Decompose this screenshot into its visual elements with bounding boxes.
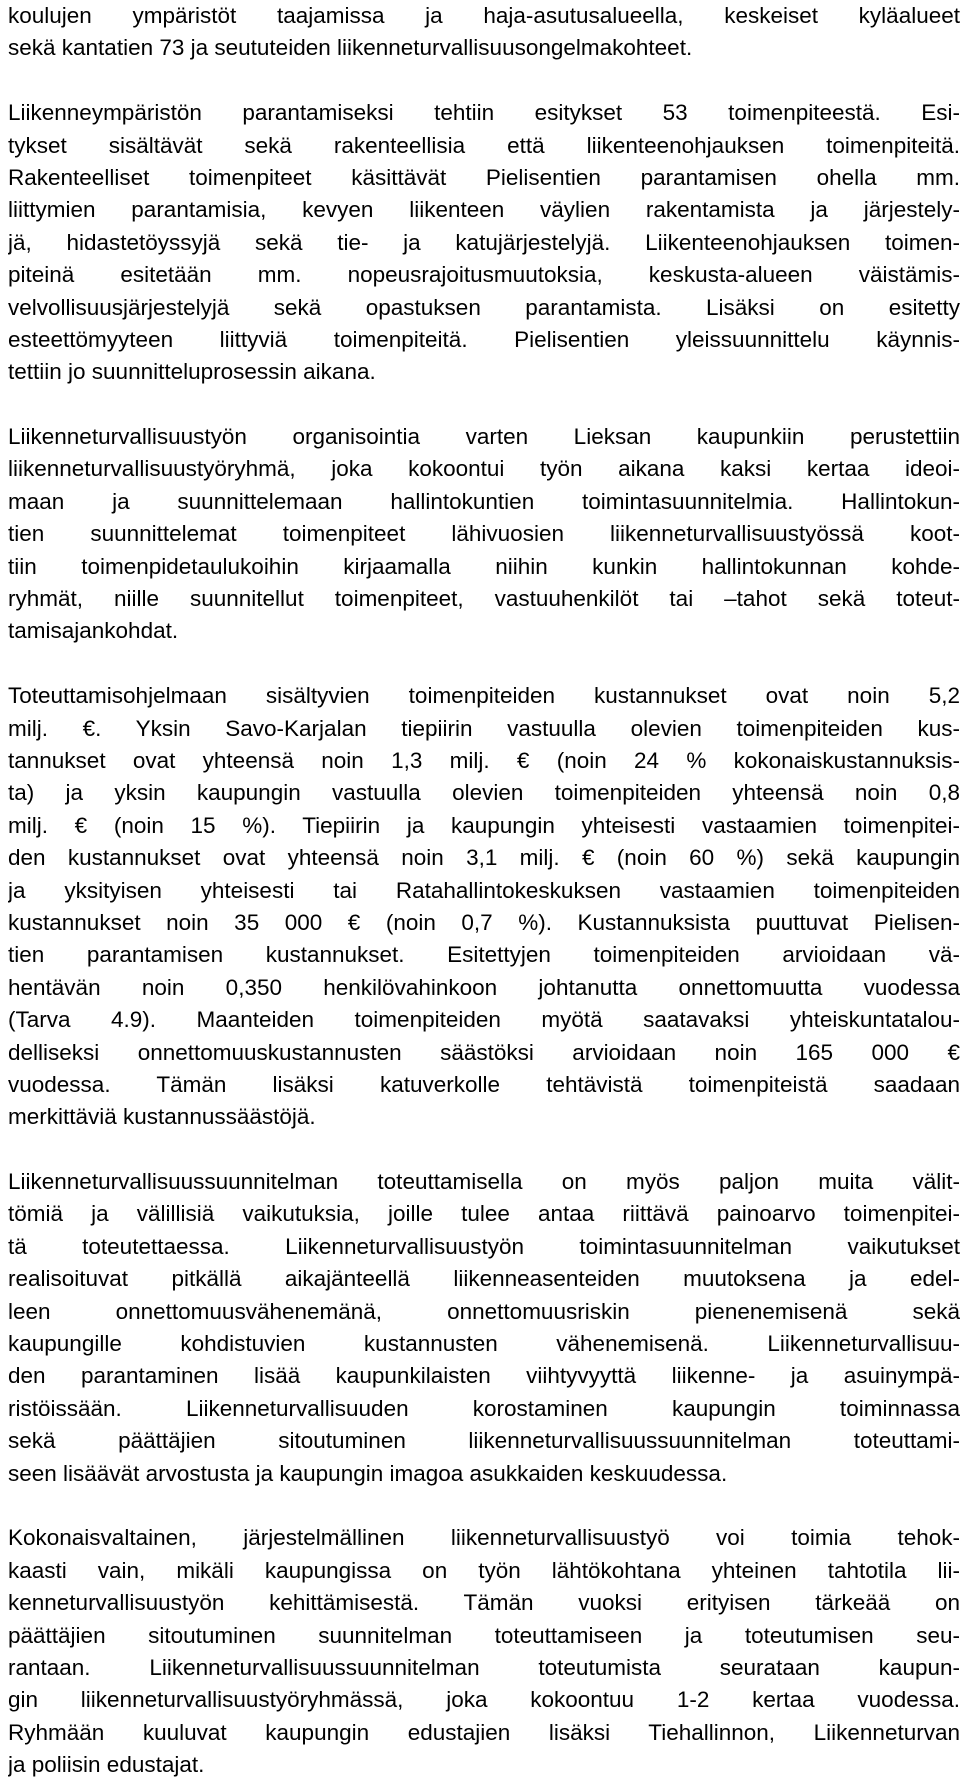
text-line: maan ja suunnittelemaan hallintokuntien toimintasuunnitelmia. Hallintokun- bbox=[8, 488, 960, 514]
text-line: delliseksi onnettomuuskustannusten säästöksi arvioidaan noin 165 000 € bbox=[8, 1039, 960, 1065]
text-line: piteinä esitetään mm. nopeusrajoitusmuutoksia, keskusta-alueen väistämis- bbox=[8, 262, 960, 288]
text-line: realisoituvat pitkällä aikajänteellä liikenneasenteiden muutoksena ja edel- bbox=[8, 1266, 960, 1292]
text-line: hentävän noin 0,350 henkilövahinkoon johtanutta onnettomuutta vuodessa bbox=[8, 974, 960, 1000]
text-line: tannukset ovat yhteensä noin 1,3 milj. € (noin 24 % kokonaiskustannuksis- bbox=[8, 747, 960, 773]
text-line: Liikenneturvallisuussuunnitelman toteuttamisella on myös paljon muita välit- bbox=[8, 1169, 960, 1195]
text-line: Liikenneturvallisuustyön organisointia varten Lieksan kaupunkiin perustettiin bbox=[8, 424, 960, 450]
text-line: Liikenneympäristön parantamiseksi tehtiin esitykset 53 toimenpiteestä. Esi- bbox=[8, 100, 960, 126]
paragraph-gap bbox=[8, 389, 960, 421]
text-line: ja poliisin edustajat. bbox=[8, 1752, 205, 1778]
text-line: kustannukset noin 35 000 € (noin 0,7 %). Kustannuksista puuttuvat Pielisen- bbox=[8, 909, 960, 935]
text-line: sekä päättäjien sitoutuminen liikenneturvallisuussuunnitelman toteuttami- bbox=[8, 1428, 960, 1454]
text-line: tien suunnittelemat toimenpiteet lähivuosien liikenneturvallisuustyössä koot- bbox=[8, 521, 960, 547]
text-line: tettiin jo suunnitteluprosessin aikana. bbox=[8, 359, 376, 385]
text-line: Rakenteelliset toimenpiteet käsittävät Pielisentien parantamisen ohella mm. bbox=[8, 164, 960, 190]
text-line: ristöissään. Liikenneturvallisuuden korostaminen kaupungin toiminnassa bbox=[8, 1395, 960, 1421]
text-line: rantaan. Liikenneturvallisuussuunnitelman toteutumista seurataan kaupun- bbox=[8, 1654, 960, 1680]
paragraph bbox=[8, 1522, 960, 1781]
text-line: den kustannukset ovat yhteensä noin 3,1 milj. € (noin 60 %) sekä kaupungin bbox=[8, 845, 960, 871]
text-line: leen onnettomuusvähenemänä, onnettomuusriskin pienenemisenä sekä bbox=[8, 1298, 960, 1324]
text-line: velvollisuusjärjestelyjä sekä opastuksen parantamista. Lisäksi on esitetty bbox=[8, 294, 960, 320]
paragraph bbox=[8, 0, 960, 65]
text-line: tä toteutettaessa. Liikenneturvallisuustyön toimintasuunnitelman vaikutukset bbox=[8, 1233, 960, 1259]
document-body bbox=[8, 0, 960, 1781]
text-line: kaupungille kohdistuvien kustannusten vähenemisenä. Liikenneturvallisuu- bbox=[8, 1331, 960, 1357]
text-line: ja yksityisen yhteisesti tai Ratahallintokeskuksen vastaamien toimenpiteiden bbox=[8, 877, 960, 903]
paragraph-gap bbox=[8, 65, 960, 97]
paragraph-gap bbox=[8, 1490, 960, 1522]
text-line: seen lisäävät arvostusta ja kaupungin imagoa asukkaiden keskuudessa. bbox=[8, 1460, 728, 1486]
text-line: milj. €. Yksin Savo-Karjalan tiepiirin vastuulla olevien toimenpiteiden kus- bbox=[8, 715, 960, 741]
text-line: milj. € (noin 15 %). Tiepiirin ja kaupungin yhteisesti vastaamien toimenpitei- bbox=[8, 812, 960, 838]
text-line: päättäjien sitoutuminen suunnitelman toteuttamiseen ja toteutumisen seu- bbox=[8, 1622, 960, 1648]
text-line: ryhmät, niille suunnitellut toimenpiteet, vastuuhenkilöt tai –tahot sekä toteut- bbox=[8, 586, 960, 612]
text-line: Toteuttamisohjelmaan sisältyvien toimenpiteiden kustannukset ovat noin 5,2 bbox=[8, 683, 960, 709]
text-line: Ryhmään kuuluvat kaupungin edustajien lisäksi Tiehallinnon, Liikenneturvan bbox=[8, 1719, 960, 1745]
text-line: Kokonaisvaltainen, järjestelmällinen liikenneturvallisuustyö voi toimia tehok- bbox=[8, 1525, 960, 1551]
text-line: vuodessa. Tämän lisäksi katuverkolle tehtävistä toimenpiteistä saadaan bbox=[8, 1071, 960, 1097]
text-line: koulujen ympäristöt taajamissa ja haja-asutusalueella, keskeiset kyläalueet bbox=[8, 3, 960, 28]
text-line: den parantaminen lisää kaupunkilaisten viihtyvyyttä liikenne- ja asuinympä- bbox=[8, 1363, 960, 1389]
text-line: jä, hidastetöyssyjä sekä tie- ja katujärjestelyjä. Liikenteenohjauksen toimen- bbox=[8, 229, 960, 255]
text-line: kaasti vain, mikäli kaupungissa on työn lähtökohtana yhteinen tahtotila lii- bbox=[8, 1557, 960, 1583]
text-line: gin liikenneturvallisuustyöryhmässä, joka kokoontuu 1-2 kertaa vuodessa. bbox=[8, 1687, 960, 1713]
text-line: merkittäviä kustannussäästöjä. bbox=[8, 1104, 316, 1130]
paragraph-gap bbox=[8, 648, 960, 680]
text-line: kenneturvallisuustyön kehittämisestä. Tämän vuoksi erityisen tärkeää on bbox=[8, 1590, 960, 1616]
text-line: tiin toimenpidetaulukoihin kirjaamalla niihin kunkin hallintokunnan kohde- bbox=[8, 553, 960, 579]
paragraph bbox=[8, 421, 960, 648]
paragraph bbox=[8, 680, 960, 1133]
paragraph bbox=[8, 1166, 960, 1490]
text-line: liittymien parantamisia, kevyen liikenteen väylien rakentamista ja järjestely- bbox=[8, 197, 960, 223]
text-line: tamisajankohdat. bbox=[8, 618, 179, 644]
text-line: esteettömyyteen liittyviä toimenpiteitä. Pielisentien yleissuunnittelu käynnis- bbox=[8, 326, 960, 352]
text-line: sekä kantatien 73 ja seututeiden liikenneturvallisuusongelmakohteet. bbox=[8, 35, 693, 61]
text-line: tien parantamisen kustannukset. Esitettyjen toimenpiteiden arvioidaan vä- bbox=[8, 942, 960, 968]
text-line: liikenneturvallisuustyöryhmä, joka kokoontui työn aikana kaksi kertaa ideoi- bbox=[8, 456, 960, 482]
paragraph bbox=[8, 97, 960, 389]
text-line: (Tarva 4.9). Maanteiden toimenpiteiden myötä saatavaksi yhteiskuntatalou- bbox=[8, 1007, 960, 1033]
paragraph-gap bbox=[8, 1134, 960, 1166]
text-line: tykset sisältävät sekä rakenteellisia että liikenteenohjauksen toimenpiteitä. bbox=[8, 132, 960, 158]
text-line: ta) ja yksin kaupungin vastuulla olevien toimenpiteiden yhteensä noin 0,8 bbox=[8, 780, 960, 806]
text-line: tömiä ja välillisiä vaikutuksia, joille tulee antaa riittävä painoarvo toimenpitei- bbox=[8, 1201, 960, 1227]
